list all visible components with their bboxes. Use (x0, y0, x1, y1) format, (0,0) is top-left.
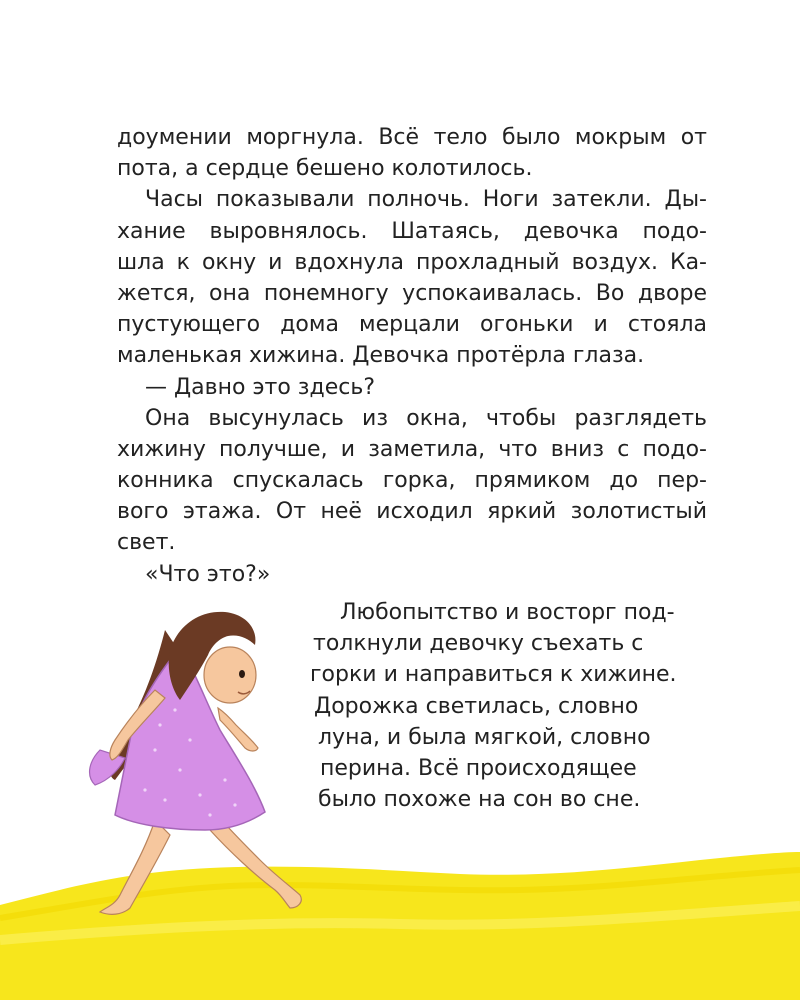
text-line: жется, она понемногу успокаивалась. Во дворе (117, 280, 707, 306)
face (204, 647, 256, 703)
text-line: конника спускалась горка, прямиком до пер- (117, 468, 707, 494)
text-line: Дорожка светилась, словно (314, 694, 639, 719)
text-line: горки и направиться к хижине. (310, 662, 677, 687)
text-line: вого этажа. От неё исходил яркий золотистый (117, 499, 707, 525)
text-line: Она высунулась из окна, чтобы разглядеть (145, 405, 707, 431)
text-line: доумении моргнула. Всё тело было мокрым от (117, 125, 707, 150)
text-line: пустующего дома мерцали огоньки и стояла (117, 312, 707, 338)
text-line: было похоже на сон во сне. (318, 787, 641, 812)
back-leg (100, 820, 170, 914)
dialogue-line: — Давно это здесь? (145, 374, 375, 400)
text-line: Любопытство и восторг под- (340, 600, 675, 625)
text-line: луна, и была мягкой, словно (318, 725, 651, 750)
thought-line: «Что это?» (145, 561, 271, 587)
text-line: маленькая хижина. Девочка протёрла глаза. (117, 343, 645, 369)
text-line: хижину получше, и заметила, что вниз с подо- (117, 436, 707, 462)
text-line: шла к окну и вдохнула прохладный воздух. Ка- (117, 249, 707, 275)
text-line: Часы показывали полночь. Ноги затекли. Ды- (145, 187, 707, 213)
front-leg (210, 818, 301, 908)
girl-illustration (60, 590, 330, 930)
text-line: толкнули девочку съехать с (313, 631, 644, 656)
eye (239, 670, 245, 678)
story-text (117, 122, 707, 590)
text-line: свет. (117, 530, 176, 556)
text-line: пота, а сердце бешено колотилось. (117, 156, 533, 182)
text-line: хание выровнялось. Шатаясь, девочка подо- (117, 218, 707, 244)
text-line: перина. Всё происходящее (320, 756, 637, 781)
